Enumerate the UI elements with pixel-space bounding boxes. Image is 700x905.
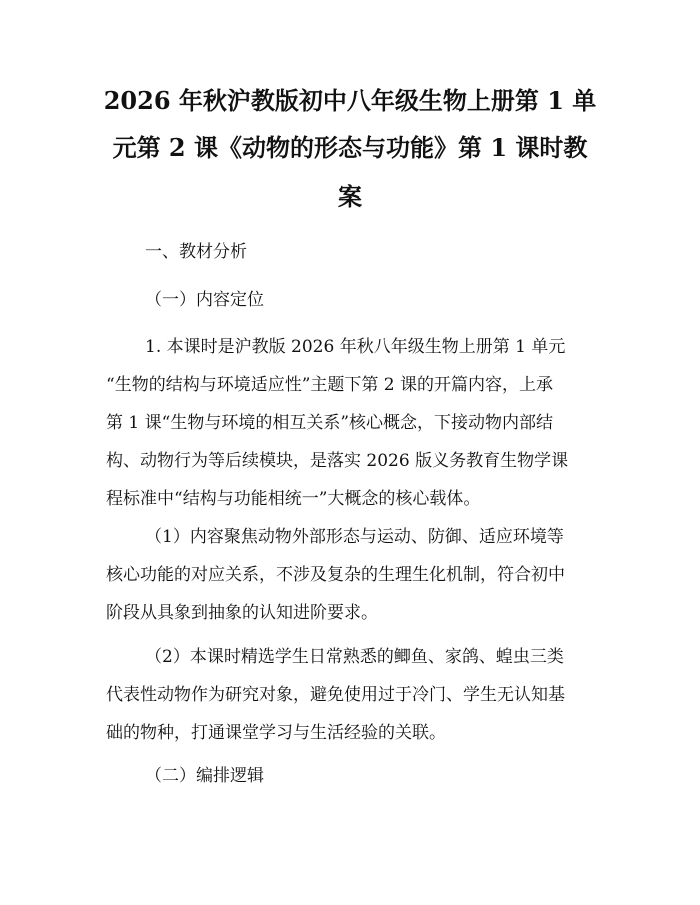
section-heading-textbook-analysis: 一、教材分析 — [145, 242, 247, 262]
subheading-layout-logic: （二）编排逻辑 — [145, 766, 264, 786]
document-title-line-3: 案 — [338, 182, 362, 211]
paragraph-3-line-1: （2）本课时精选学生日常熟悉的鲫鱼、家鸽、蝗虫三类 — [145, 647, 564, 667]
paragraph-2-line-1: （1）内容聚焦动物外部形态与运动、防御、适应环境等 — [145, 527, 564, 547]
paragraph-1-line-1: 1. 本课时是沪教版 2026 年秋八年级生物上册第 1 单元 — [145, 337, 566, 357]
paragraph-1-line-3: 第 1 课“生物与环境的相互关系”核心概念，下接动物内部结 — [106, 413, 554, 433]
document-title-line-1: 2026 年秋沪教版初中八年级生物上册第 1 单 — [103, 86, 597, 115]
paragraph-2-line-3: 阶段从具象到抽象的认知进阶要求。 — [106, 603, 378, 623]
paragraph-3-line-3: 础的物种，打通课堂学习与生活经验的关联。 — [106, 723, 446, 743]
document-title-line-2: 元第 2 课《动物的形态与功能》第 1 课时教 — [112, 133, 588, 162]
paragraph-2-line-2: 核心功能的对应关系，不涉及复杂的生理生化机制，符合初中 — [106, 565, 565, 585]
paragraph-3-line-2: 代表性动物作为研究对象，避免使用过于冷门、学生无认知基 — [106, 685, 565, 705]
paragraph-1-line-2: “生物的结构与环境适应性”主题下第 2 课的开篇内容，上承 — [106, 375, 554, 395]
paragraph-1-line-5: 程标准中“结构与功能相统一”大概念的核心载体。 — [106, 489, 481, 509]
subheading-content-positioning: （一）内容定位 — [145, 290, 264, 310]
paragraph-1-line-4: 构、动物行为等后续模块，是落实 2026 版义务教育生物学课 — [106, 451, 569, 471]
